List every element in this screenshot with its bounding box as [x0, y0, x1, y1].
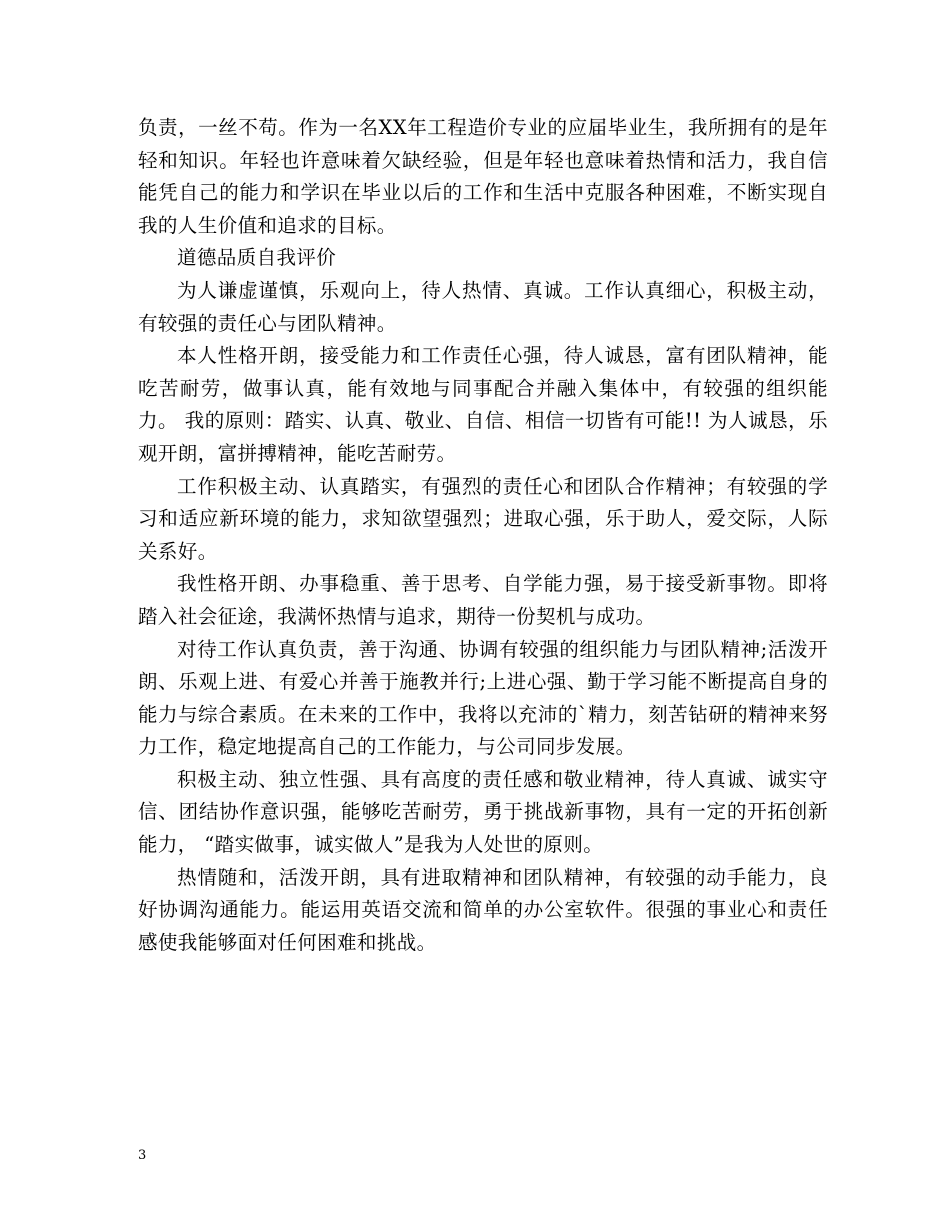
paragraph-5: 工作积极主动、认真踏实，有强烈的责任心和团队合作精神；有较强的学习和适应新环境的能力，求知欲望强烈；进取心强，乐于助人，爱交际，人际关系好。: [138, 474, 828, 563]
paragraph-1: 负责，一丝不苟。作为一名XX年工程造价专业的应届毕业生，我所拥有的是年轻和知识。年轻也许意味着欠缺经验，但是年轻也意味着热情和活力，我自信能凭自己的能力和学识在毕业以后的工作和生活中克服各种困难，不断实现自我的人生价值和追求的目标。: [138, 116, 828, 237]
paragraph-3: 为人谦虚谨慎，乐观向上，待人热情、真诚。工作认真细心，积极主动，有较强的责任心与团队精神。: [138, 278, 828, 335]
paragraph-4: 本人性格开朗，接受能力和工作责任心强，待人诚恳，富有团队精神，能吃苦耐劳，做事认真，能有效地与同事配合并融入集体中，有较强的组织能力。 我的原则：踏实、认真、敬业、自信、相信一切皆有可能!! 为人诚恳，乐观开朗，富拼搏精神，能吃苦耐劳。: [138, 344, 828, 465]
paragraph-6: 我性格开朗、办事稳重、善于思考、自学能力强，易于接受新事物。即将踏入社会征途，我满怀热情与追求，期待一份契机与成功。: [138, 572, 828, 628]
section-heading-moral-quality: 道德品质自我评价: [177, 246, 337, 270]
paragraph-7: 对待工作认真负责，善于沟通、协调有较强的组织能力与团队精神;活泼开朗、乐观上进、有爱心并善于施教并行;上进心强、勤于学习能不断提高自身的能力与综合素质。在未来的工作中，我将以充沛的`精力，刻苦钻研的精神来努力工作，稳定地提高自己的工作能力，与公司同步发展。: [138, 637, 828, 759]
paragraph-8: 积极主动、独立性强、具有高度的责任感和敬业精神，待人真诚、诚实守信、团结协作意识强，能够吃苦耐劳，勇于挑战新事物，具有一定的开拓创新能力， “踏实做事，诚实做人”是我为人处世的原则。: [138, 767, 828, 857]
page-number: 3: [138, 1148, 147, 1163]
document-body: [138, 112, 828, 959]
paragraph-9: 热情随和，活泼开朗，具有进取精神和团队精神，有较强的动手能力，良好协调沟通能力。能运用英语交流和简单的办公室软件。很强的事业心和责任感使我能够面对任何困难和挑战。: [138, 865, 828, 954]
